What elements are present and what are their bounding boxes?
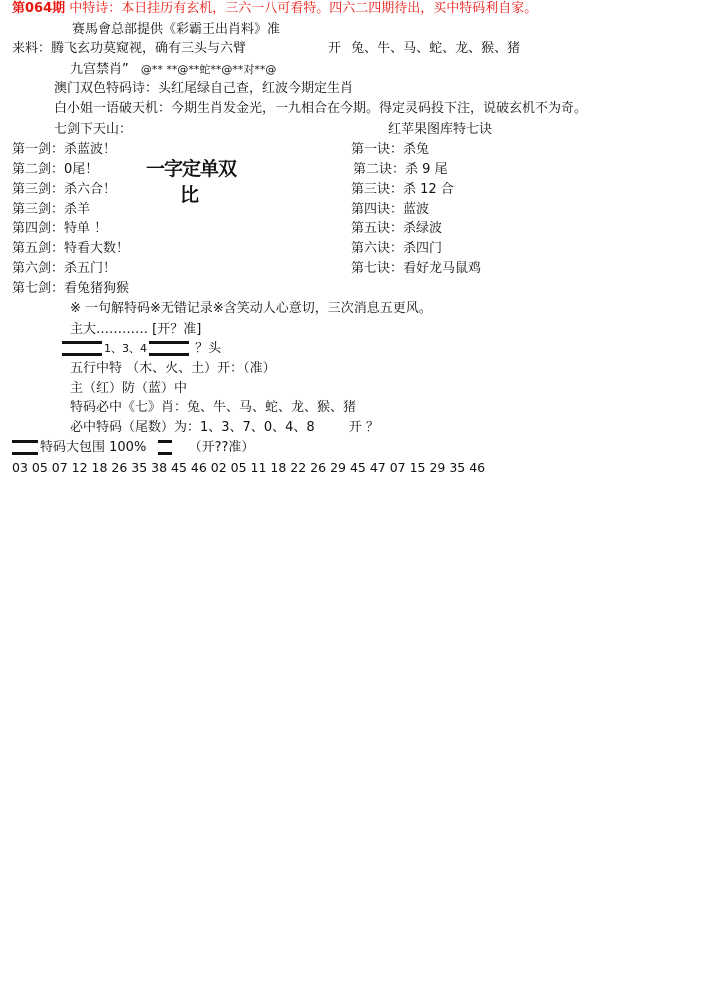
seven-swords-title: 七剑下天山： bbox=[54, 122, 133, 137]
macau-poem-title: 澳门双色特码诗： bbox=[54, 81, 159, 96]
issue-number: 第064期 bbox=[12, 1, 66, 16]
material-text: 腾飞玄功莫窥视，确有三头与六臂 bbox=[51, 41, 247, 56]
sword-3b: 第三剑：杀羊 bbox=[12, 202, 91, 217]
issue-header bbox=[12, 0, 537, 18]
sword-6: 第六剑：杀五门！ bbox=[12, 261, 117, 276]
double-bar-left-icon bbox=[62, 341, 102, 356]
main-color-line: 主（红）防（蓝）中 bbox=[70, 381, 188, 396]
secret-7: 第七诀：看好龙马鼠鸡 bbox=[351, 261, 482, 276]
double-bar-pack-icon bbox=[12, 440, 38, 455]
head-numbers: 1、3、4 bbox=[104, 342, 147, 355]
nine-palace-code: @** **@**蛇**@**对**@ bbox=[140, 63, 277, 76]
material-open-label: 开 bbox=[328, 41, 342, 56]
header-poem: 中特诗：本日挂历有玄机，三六一八可看特。四六二四期待出，买中特码利自家。 bbox=[69, 1, 538, 16]
main-big-line: 主大………… [开？准] bbox=[70, 322, 202, 337]
big-pack-result: （开??准） bbox=[188, 440, 255, 455]
numbers-row: 03 05 07 12 18 26 35 38 45 46 02 05 11 18 22 26 29 45 47 07 15 29 35 46 bbox=[12, 460, 486, 475]
sword-7: 第七剑：看兔猪狗猴 bbox=[12, 281, 130, 296]
secret-6: 第六诀：杀四门 bbox=[351, 241, 443, 256]
double-bar-pack-right-icon bbox=[158, 440, 172, 455]
secret-3: 第三诀：杀 12 合 bbox=[351, 182, 454, 197]
stamp-line-1: 一字定单双 bbox=[146, 158, 237, 180]
secret-5: 第五诀：杀绿波 bbox=[351, 221, 443, 236]
secret-4: 第四诀：蓝波 bbox=[351, 202, 430, 217]
five-elements-line: 五行中特 （木、火、土）开：（准） bbox=[70, 361, 276, 376]
sword-5: 第五剑：特看大数！ bbox=[12, 241, 130, 256]
macau-poem-text: 头红尾绿自己查，红波今期定生肖 bbox=[158, 81, 354, 96]
double-bar-right-icon bbox=[149, 341, 189, 356]
material-animals: 兔、牛、马、蛇、龙、猴、猪 bbox=[351, 41, 521, 56]
macau-poem-line bbox=[54, 80, 353, 98]
sword-4: 第四剑：特单 ！ bbox=[12, 221, 108, 236]
source-line: 赛馬會总部提供《彩霸王出肖料》准 bbox=[72, 22, 281, 37]
must-tail-text: 必中特码（尾数）为：1、3、7、0、4、8 bbox=[70, 420, 315, 435]
must-zodiac-line: 特码必中《七》肖：兔、牛、马、蛇、龙、猴、猪 bbox=[70, 400, 357, 415]
material-line bbox=[12, 40, 246, 58]
must-tail-open: 开 ？ bbox=[348, 420, 379, 435]
big-pack-line bbox=[12, 439, 254, 457]
sword-2: 第二剑：0尾！ bbox=[12, 162, 99, 177]
nine-palace-title: 九宫禁肖” bbox=[70, 62, 129, 77]
material-open bbox=[328, 40, 520, 58]
head-line bbox=[62, 340, 221, 358]
riddle-line: ※ 一句解特码※无错记录※含笑动人心意切，三次消息五更风。 bbox=[70, 301, 432, 316]
miss-bai-title: 白小姐一语破天机： bbox=[54, 101, 172, 116]
must-tail-line bbox=[70, 419, 379, 437]
miss-bai-text: 今期生肖发金光，一九相合在今期。得定灵码投下注，说破玄机不为奇。 bbox=[171, 101, 588, 116]
material-label: 来料： bbox=[12, 41, 52, 56]
single-double-stamp bbox=[146, 156, 236, 208]
miss-bai-line bbox=[54, 100, 587, 118]
sword-3: 第三剑：杀六合！ bbox=[12, 182, 117, 197]
sword-1: 第一剑：杀蓝波！ bbox=[12, 142, 117, 157]
stamp-line-2: 比 bbox=[180, 184, 199, 206]
seven-secrets-title: 红苹果图库特七诀 bbox=[388, 122, 493, 137]
secret-1: 第一诀：杀兔 bbox=[351, 142, 430, 157]
big-pack-label: 特码大包围 100% bbox=[40, 440, 147, 455]
secret-2: 第二诀：杀 9 尾 bbox=[353, 162, 448, 177]
nine-palace-line bbox=[70, 61, 276, 79]
head-tail: ？头 bbox=[195, 341, 222, 356]
